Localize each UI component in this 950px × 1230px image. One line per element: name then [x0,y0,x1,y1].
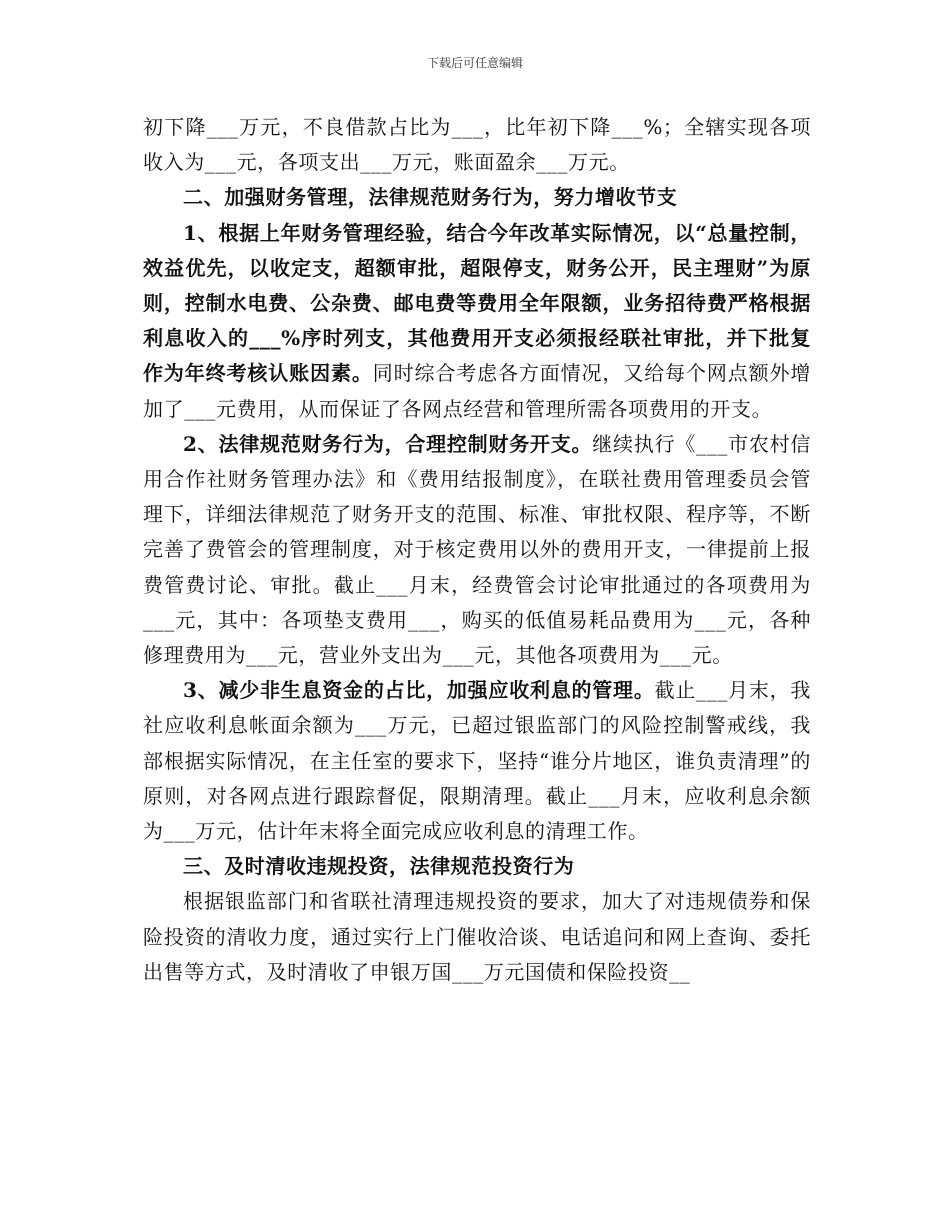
paragraph-continuation: 初下降___万元，不良借款占比为___，比年初下降___%；全辖实现各项收入为___元，各项支出___万元，账面盈余___万元。 [143,115,811,175]
item-3-lead: 3、减少非生息资金的占比，加强应收利息的管理。 [183,678,655,703]
item-2-body: 继续执行《___市农村信用合作社财务管理办法》和《费用结报制度》，在联社费用管理委员会管理下，详细法律规范了财务开支的范围、标准、审批权限、程序等，不断完善了费管会的管理制度，对于核定费用以外的费用开支，一律提前上报费管费讨论、审批。截止___月末，经费管会讨论审批通过的各项费用为___元，其中：各项垫支费用___，购买的低值易耗品费用为___元，各种修理费用为___元，营业外支出为___元，其他各项费用为___元。 [143,431,811,668]
paragraph-item-1 [143,216,811,427]
paragraph-item-2 [143,427,811,673]
item-2-lead: 2、法律规范财务行为，合理控制财务开支。 [183,431,593,456]
item-3-body: 截止___月末，我社应收利息帐面余额为___万元，已超过银监部门的风险控制警戒线，我部根据实际情况，在主任室的要求下，坚持“谁分片地区，谁负责清理”的原则，对各网点进行跟踪督促，限期清理。截止___月末，应收利息余额为___万元，估计年末将全面完成应收利息的清理工作。 [143,678,812,844]
paragraph-investment: 根据银监部门和省联社清理违规投资的要求，加大了对违规债券和保险投资的清收力度，通过实行上门催收洽谈、电话追问和网上查询、委托出售等方式，及时清收了申银万国___万元国债和保险投资__ [143,889,811,984]
item-1-lead: 1、根据上年财务管理经验，结合今年改革实际情况，以“总量控制，效益优先，以收定支，超额审批，超限停支，财务公开，民主理财”为原则，控制水电费、公杂费、邮电费等费用全年限额，业务招待费严格根据利息收入的___%序时列支，其他费用开支必须报经联社审批，并下批复作为年终考核认账因素。 [143,220,811,386]
section-heading-3: 三、及时清收违规投资，法律规范投资行为 [183,854,575,879]
page-header-note: 下载后可任意编辑 [426,56,523,70]
document-body [143,110,811,990]
item-1-body: 同时综合考虑各方面情况，又给每个网点额外增加了___元费用，从而保证了各网点经营和管理所需各项费用的开支。 [143,361,811,421]
paragraph-item-3 [143,673,811,849]
section-heading-2: 二、加强财务管理，法律规范财务行为，努力增收节支 [183,185,678,210]
